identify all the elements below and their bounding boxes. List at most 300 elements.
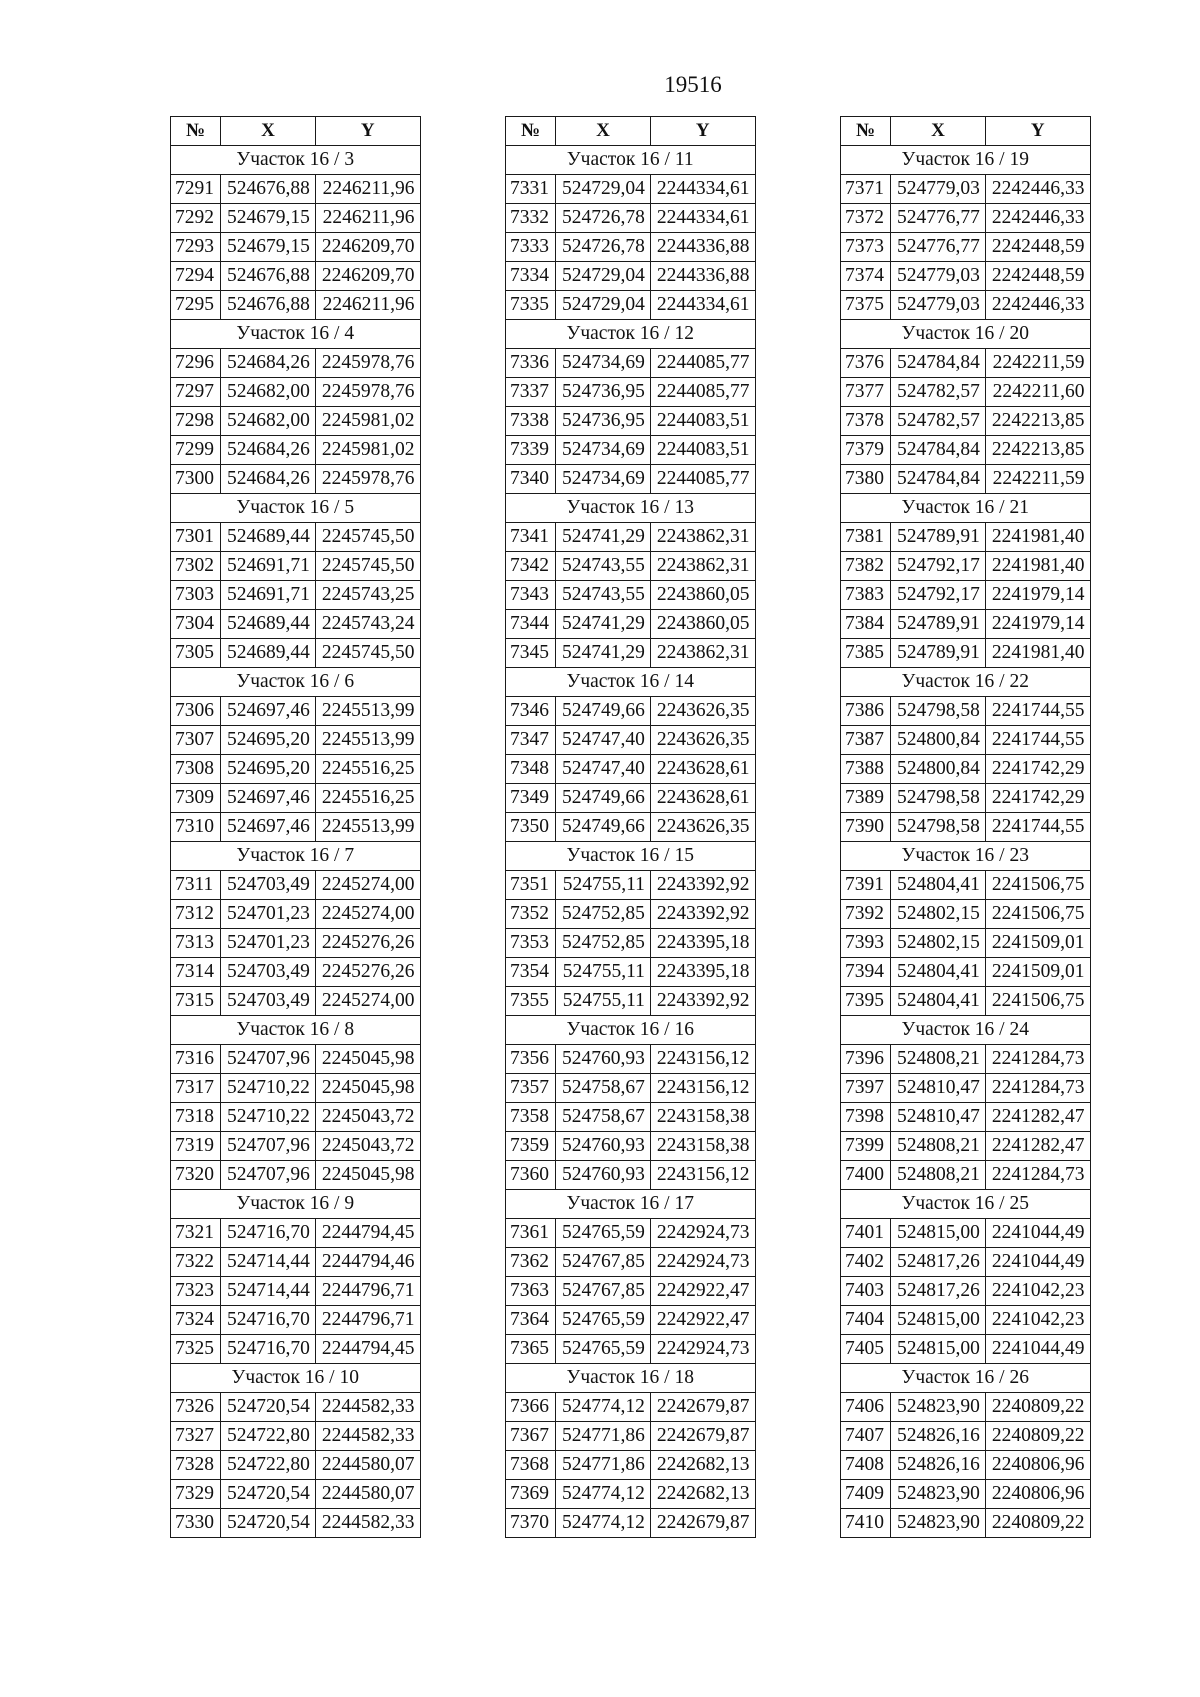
x-coordinate: 524689,44	[221, 523, 316, 552]
y-coordinate: 2241044,49	[985, 1248, 1090, 1277]
x-coordinate: 524736,95	[556, 407, 651, 436]
y-coordinate: 2241506,75	[985, 900, 1090, 929]
table-row	[506, 726, 756, 755]
y-coordinate: 2244794,45	[315, 1335, 420, 1364]
x-coordinate: 524749,66	[556, 784, 651, 813]
point-number: 7291	[171, 175, 221, 204]
x-coordinate: 524800,84	[891, 755, 986, 784]
table-row	[171, 349, 421, 378]
y-coordinate: 2245745,50	[315, 523, 420, 552]
y-coordinate: 2244582,33	[315, 1509, 420, 1538]
table-row	[171, 697, 421, 726]
x-coordinate: 524804,41	[891, 958, 986, 987]
point-number: 7310	[171, 813, 221, 842]
table-row	[841, 1248, 1091, 1277]
point-number: 7302	[171, 552, 221, 581]
table-row	[506, 871, 756, 900]
table-row	[841, 1393, 1091, 1422]
x-coordinate: 524798,58	[891, 697, 986, 726]
point-number: 7357	[506, 1074, 556, 1103]
table-row	[171, 262, 421, 291]
point-number: 7384	[841, 610, 891, 639]
x-coordinate: 524707,96	[221, 1045, 316, 1074]
y-coordinate: 2244336,88	[650, 233, 755, 262]
y-coordinate: 2240809,22	[985, 1393, 1090, 1422]
x-coordinate: 524765,59	[556, 1219, 651, 1248]
header-row	[841, 117, 1091, 146]
x-coordinate: 524755,11	[556, 871, 651, 900]
y-coordinate: 2242211,59	[985, 349, 1090, 378]
table-row	[506, 262, 756, 291]
section-title: Участок 16 / 17	[506, 1190, 756, 1219]
table-row	[506, 175, 756, 204]
table-row	[171, 639, 421, 668]
y-coordinate: 2241979,14	[985, 610, 1090, 639]
y-coordinate: 2244580,07	[315, 1451, 420, 1480]
x-coordinate: 524684,26	[221, 465, 316, 494]
table-row	[506, 1103, 756, 1132]
x-coordinate: 524720,54	[221, 1480, 316, 1509]
table-row	[841, 349, 1091, 378]
point-number: 7373	[841, 233, 891, 262]
y-coordinate: 2241981,40	[985, 552, 1090, 581]
y-coordinate: 2245274,00	[315, 987, 420, 1016]
section-title: Участок 16 / 25	[841, 1190, 1091, 1219]
y-coordinate: 2242446,33	[985, 291, 1090, 320]
point-number: 7331	[506, 175, 556, 204]
point-number: 7393	[841, 929, 891, 958]
point-number: 7355	[506, 987, 556, 1016]
y-coordinate: 2242213,85	[985, 407, 1090, 436]
section-title: Участок 16 / 16	[506, 1016, 756, 1045]
table-row	[171, 1161, 421, 1190]
point-number: 7385	[841, 639, 891, 668]
table-row	[506, 929, 756, 958]
y-coordinate: 2241284,73	[985, 1161, 1090, 1190]
x-coordinate: 524749,66	[556, 697, 651, 726]
section-title: Участок 16 / 5	[171, 494, 421, 523]
y-coordinate: 2241744,55	[985, 697, 1090, 726]
point-number: 7299	[171, 436, 221, 465]
table-row	[506, 1161, 756, 1190]
x-coordinate: 524726,78	[556, 233, 651, 262]
section-title: Участок 16 / 22	[841, 668, 1091, 697]
point-number: 7375	[841, 291, 891, 320]
table-row	[171, 1335, 421, 1364]
y-coordinate: 2241042,23	[985, 1306, 1090, 1335]
x-coordinate: 524720,54	[221, 1393, 316, 1422]
y-coordinate: 2245513,99	[315, 726, 420, 755]
table-row	[171, 378, 421, 407]
section-row	[841, 1364, 1091, 1393]
point-number: 7293	[171, 233, 221, 262]
point-number: 7377	[841, 378, 891, 407]
point-number: 7320	[171, 1161, 221, 1190]
x-coordinate: 524798,58	[891, 813, 986, 842]
section-title: Участок 16 / 7	[171, 842, 421, 871]
point-number: 7364	[506, 1306, 556, 1335]
x-coordinate: 524774,12	[556, 1393, 651, 1422]
point-number: 7337	[506, 378, 556, 407]
y-coordinate: 2244582,33	[315, 1393, 420, 1422]
point-number: 7319	[171, 1132, 221, 1161]
section-title: Участок 16 / 10	[171, 1364, 421, 1393]
section-row	[841, 146, 1091, 175]
y-coordinate: 2244796,71	[315, 1306, 420, 1335]
x-coordinate: 524789,91	[891, 523, 986, 552]
x-coordinate: 524755,11	[556, 987, 651, 1016]
section-title: Участок 16 / 8	[171, 1016, 421, 1045]
point-number: 7325	[171, 1335, 221, 1364]
y-coordinate: 2241044,49	[985, 1335, 1090, 1364]
y-coordinate: 2246211,96	[315, 291, 420, 320]
x-coordinate: 524689,44	[221, 610, 316, 639]
section-row	[506, 494, 756, 523]
table-row	[841, 987, 1091, 1016]
y-coordinate: 2245274,00	[315, 900, 420, 929]
point-number: 7401	[841, 1219, 891, 1248]
point-number: 7333	[506, 233, 556, 262]
point-number: 7352	[506, 900, 556, 929]
x-coordinate: 524701,23	[221, 900, 316, 929]
x-coordinate: 524826,16	[891, 1422, 986, 1451]
y-coordinate: 2243860,05	[650, 581, 755, 610]
y-coordinate: 2242211,59	[985, 465, 1090, 494]
x-coordinate: 524815,00	[891, 1219, 986, 1248]
y-coordinate: 2246211,96	[315, 204, 420, 233]
number-header: №	[841, 117, 891, 146]
section-row	[171, 1190, 421, 1219]
y-coordinate: 2245513,99	[315, 697, 420, 726]
table-row	[506, 1393, 756, 1422]
y-coordinate: 2241979,14	[985, 581, 1090, 610]
y-coordinate: 2241509,01	[985, 929, 1090, 958]
table-row	[506, 1045, 756, 1074]
table-row	[171, 813, 421, 842]
point-number: 7366	[506, 1393, 556, 1422]
x-coordinate: 524776,77	[891, 233, 986, 262]
x-coordinate: 524760,93	[556, 1161, 651, 1190]
point-number: 7381	[841, 523, 891, 552]
section-row	[506, 668, 756, 697]
point-number: 7292	[171, 204, 221, 233]
point-number: 7341	[506, 523, 556, 552]
coordinate-table	[505, 116, 756, 1538]
table-row	[171, 233, 421, 262]
point-number: 7365	[506, 1335, 556, 1364]
table-row	[506, 1422, 756, 1451]
y-coordinate: 2243156,12	[650, 1045, 755, 1074]
x-coordinate: 524710,22	[221, 1103, 316, 1132]
y-coordinate: 2242211,60	[985, 378, 1090, 407]
point-number: 7332	[506, 204, 556, 233]
x-coordinate: 524789,91	[891, 610, 986, 639]
section-row	[171, 146, 421, 175]
x-coordinate: 524741,29	[556, 639, 651, 668]
table-row	[171, 1306, 421, 1335]
x-coordinate: 524810,47	[891, 1103, 986, 1132]
x-coordinate: 524691,71	[221, 552, 316, 581]
y-coordinate: 2244334,61	[650, 175, 755, 204]
section-title: Участок 16 / 21	[841, 494, 1091, 523]
point-number: 7324	[171, 1306, 221, 1335]
x-coordinate: 524714,44	[221, 1277, 316, 1306]
x-coordinate: 524679,15	[221, 233, 316, 262]
y-coordinate: 2242448,59	[985, 233, 1090, 262]
y-coordinate: 2241506,75	[985, 871, 1090, 900]
table-row	[171, 465, 421, 494]
table-row	[841, 1422, 1091, 1451]
table-row	[506, 581, 756, 610]
y-coordinate: 2241506,75	[985, 987, 1090, 1016]
x-coordinate: 524765,59	[556, 1306, 651, 1335]
table-row	[171, 1480, 421, 1509]
x-coordinate: 524697,46	[221, 784, 316, 813]
table-row	[841, 929, 1091, 958]
table-row	[841, 378, 1091, 407]
table-row	[841, 204, 1091, 233]
point-number: 7336	[506, 349, 556, 378]
table-row	[506, 900, 756, 929]
x-coordinate: 524804,41	[891, 987, 986, 1016]
x-coordinate: 524747,40	[556, 755, 651, 784]
x-coordinate: 524784,84	[891, 436, 986, 465]
point-number: 7327	[171, 1422, 221, 1451]
y-header: Y	[985, 117, 1090, 146]
x-coordinate: 524810,47	[891, 1074, 986, 1103]
number-header: №	[171, 117, 221, 146]
table-row	[506, 1306, 756, 1335]
section-title: Участок 16 / 11	[506, 146, 756, 175]
point-number: 7370	[506, 1509, 556, 1538]
table-row	[841, 523, 1091, 552]
table-row	[506, 233, 756, 262]
x-coordinate: 524720,54	[221, 1509, 316, 1538]
x-coordinate: 524815,00	[891, 1335, 986, 1364]
table-row	[506, 523, 756, 552]
y-coordinate: 2242448,59	[985, 262, 1090, 291]
x-coordinate: 524784,84	[891, 349, 986, 378]
point-number: 7378	[841, 407, 891, 436]
y-coordinate: 2240806,96	[985, 1451, 1090, 1480]
x-coordinate: 524741,29	[556, 610, 651, 639]
x-coordinate: 524703,49	[221, 958, 316, 987]
point-number: 7359	[506, 1132, 556, 1161]
point-number: 7396	[841, 1045, 891, 1074]
y-coordinate: 2243395,18	[650, 958, 755, 987]
x-coordinate: 524779,03	[891, 262, 986, 291]
table-row	[171, 523, 421, 552]
point-number: 7296	[171, 349, 221, 378]
x-coordinate: 524767,85	[556, 1277, 651, 1306]
y-coordinate: 2245516,25	[315, 755, 420, 784]
table-row	[506, 1277, 756, 1306]
point-number: 7318	[171, 1103, 221, 1132]
x-coordinate: 524760,93	[556, 1132, 651, 1161]
y-coordinate: 2243862,31	[650, 523, 755, 552]
table-row	[171, 581, 421, 610]
y-coordinate: 2241044,49	[985, 1219, 1090, 1248]
y-coordinate: 2245513,99	[315, 813, 420, 842]
x-coordinate: 524743,55	[556, 552, 651, 581]
y-coordinate: 2242922,47	[650, 1306, 755, 1335]
x-coordinate: 524722,80	[221, 1422, 316, 1451]
section-row	[506, 1364, 756, 1393]
y-coordinate: 2244085,77	[650, 378, 755, 407]
y-coordinate: 2241981,40	[985, 639, 1090, 668]
table-row	[841, 784, 1091, 813]
point-number: 7334	[506, 262, 556, 291]
point-number: 7358	[506, 1103, 556, 1132]
x-coordinate: 524823,90	[891, 1480, 986, 1509]
point-number: 7397	[841, 1074, 891, 1103]
point-number: 7406	[841, 1393, 891, 1422]
x-coordinate: 524676,88	[221, 291, 316, 320]
point-number: 7360	[506, 1161, 556, 1190]
x-coordinate: 524716,70	[221, 1335, 316, 1364]
point-number: 7300	[171, 465, 221, 494]
table-row	[506, 958, 756, 987]
y-coordinate: 2242679,87	[650, 1393, 755, 1422]
table-row	[506, 1480, 756, 1509]
coordinate-table	[170, 116, 421, 1538]
y-coordinate: 2243392,92	[650, 987, 755, 1016]
point-number: 7363	[506, 1277, 556, 1306]
x-coordinate: 524779,03	[891, 175, 986, 204]
x-coordinate: 524695,20	[221, 726, 316, 755]
y-coordinate: 2243860,05	[650, 610, 755, 639]
table-row	[841, 1074, 1091, 1103]
point-number: 7404	[841, 1306, 891, 1335]
x-coordinate: 524697,46	[221, 813, 316, 842]
x-coordinate: 524782,57	[891, 378, 986, 407]
y-coordinate: 2241981,40	[985, 523, 1090, 552]
x-coordinate: 524782,57	[891, 407, 986, 436]
x-coordinate: 524716,70	[221, 1219, 316, 1248]
point-number: 7362	[506, 1248, 556, 1277]
point-number: 7322	[171, 1248, 221, 1277]
table-row	[841, 1132, 1091, 1161]
y-coordinate: 2245045,98	[315, 1161, 420, 1190]
y-coordinate: 2243626,35	[650, 726, 755, 755]
y-coordinate: 2242682,13	[650, 1451, 755, 1480]
point-number: 7297	[171, 378, 221, 407]
point-number: 7389	[841, 784, 891, 813]
section-row	[506, 320, 756, 349]
table-row	[841, 900, 1091, 929]
y-coordinate: 2243158,38	[650, 1103, 755, 1132]
section-title: Участок 16 / 3	[171, 146, 421, 175]
point-number: 7394	[841, 958, 891, 987]
table-row	[506, 987, 756, 1016]
y-coordinate: 2245274,00	[315, 871, 420, 900]
x-coordinate: 524679,15	[221, 204, 316, 233]
point-number: 7402	[841, 1248, 891, 1277]
x-coordinate: 524826,16	[891, 1451, 986, 1480]
point-number: 7304	[171, 610, 221, 639]
point-number: 7368	[506, 1451, 556, 1480]
x-coordinate: 524817,26	[891, 1248, 986, 1277]
y-coordinate: 2243626,35	[650, 697, 755, 726]
table-row	[841, 726, 1091, 755]
point-number: 7356	[506, 1045, 556, 1074]
point-number: 7398	[841, 1103, 891, 1132]
y-coordinate: 2245045,98	[315, 1045, 420, 1074]
section-title: Участок 16 / 9	[171, 1190, 421, 1219]
x-coordinate: 524695,20	[221, 755, 316, 784]
table-row	[171, 1103, 421, 1132]
table-row	[171, 1509, 421, 1538]
table-row	[506, 1219, 756, 1248]
y-header: Y	[650, 117, 755, 146]
table-row	[841, 610, 1091, 639]
point-number: 7361	[506, 1219, 556, 1248]
y-coordinate: 2242924,73	[650, 1219, 755, 1248]
table-row	[841, 1306, 1091, 1335]
y-coordinate: 2243156,12	[650, 1161, 755, 1190]
point-number: 7348	[506, 755, 556, 784]
point-number: 7330	[171, 1509, 221, 1538]
x-coordinate: 524755,11	[556, 958, 651, 987]
point-number: 7407	[841, 1422, 891, 1451]
table-row	[171, 1132, 421, 1161]
table-row	[841, 1103, 1091, 1132]
y-coordinate: 2246209,70	[315, 233, 420, 262]
x-coordinate: 524722,80	[221, 1451, 316, 1480]
table-row	[171, 726, 421, 755]
y-coordinate: 2242924,73	[650, 1248, 755, 1277]
y-coordinate: 2241042,23	[985, 1277, 1090, 1306]
point-number: 7326	[171, 1393, 221, 1422]
table-row	[506, 1074, 756, 1103]
table-row	[841, 813, 1091, 842]
table-row	[171, 436, 421, 465]
x-coordinate: 524823,90	[891, 1393, 986, 1422]
y-coordinate: 2244336,88	[650, 262, 755, 291]
y-coordinate: 2242446,33	[985, 175, 1090, 204]
x-coordinate: 524710,22	[221, 1074, 316, 1103]
table-row	[841, 291, 1091, 320]
table-row	[171, 204, 421, 233]
point-number: 7323	[171, 1277, 221, 1306]
x-coordinate: 524760,93	[556, 1045, 651, 1074]
x-coordinate: 524823,90	[891, 1509, 986, 1538]
x-coordinate: 524676,88	[221, 262, 316, 291]
table-row	[171, 958, 421, 987]
y-coordinate: 2241284,73	[985, 1074, 1090, 1103]
table-row	[171, 900, 421, 929]
y-coordinate: 2242446,33	[985, 204, 1090, 233]
y-coordinate: 2243628,61	[650, 784, 755, 813]
x-coordinate: 524804,41	[891, 871, 986, 900]
point-number: 7313	[171, 929, 221, 958]
table-row	[506, 697, 756, 726]
y-coordinate: 2240809,22	[985, 1422, 1090, 1451]
x-coordinate: 524771,86	[556, 1422, 651, 1451]
section-title: Участок 16 / 6	[171, 668, 421, 697]
section-title: Участок 16 / 4	[171, 320, 421, 349]
y-coordinate: 2242679,87	[650, 1422, 755, 1451]
x-coordinate: 524758,67	[556, 1103, 651, 1132]
table-row	[506, 1248, 756, 1277]
point-number: 7405	[841, 1335, 891, 1364]
y-coordinate: 2243158,38	[650, 1132, 755, 1161]
y-coordinate: 2245276,26	[315, 958, 420, 987]
x-coordinate: 524741,29	[556, 523, 651, 552]
table-row	[841, 233, 1091, 262]
x-header: X	[891, 117, 986, 146]
x-coordinate: 524774,12	[556, 1509, 651, 1538]
